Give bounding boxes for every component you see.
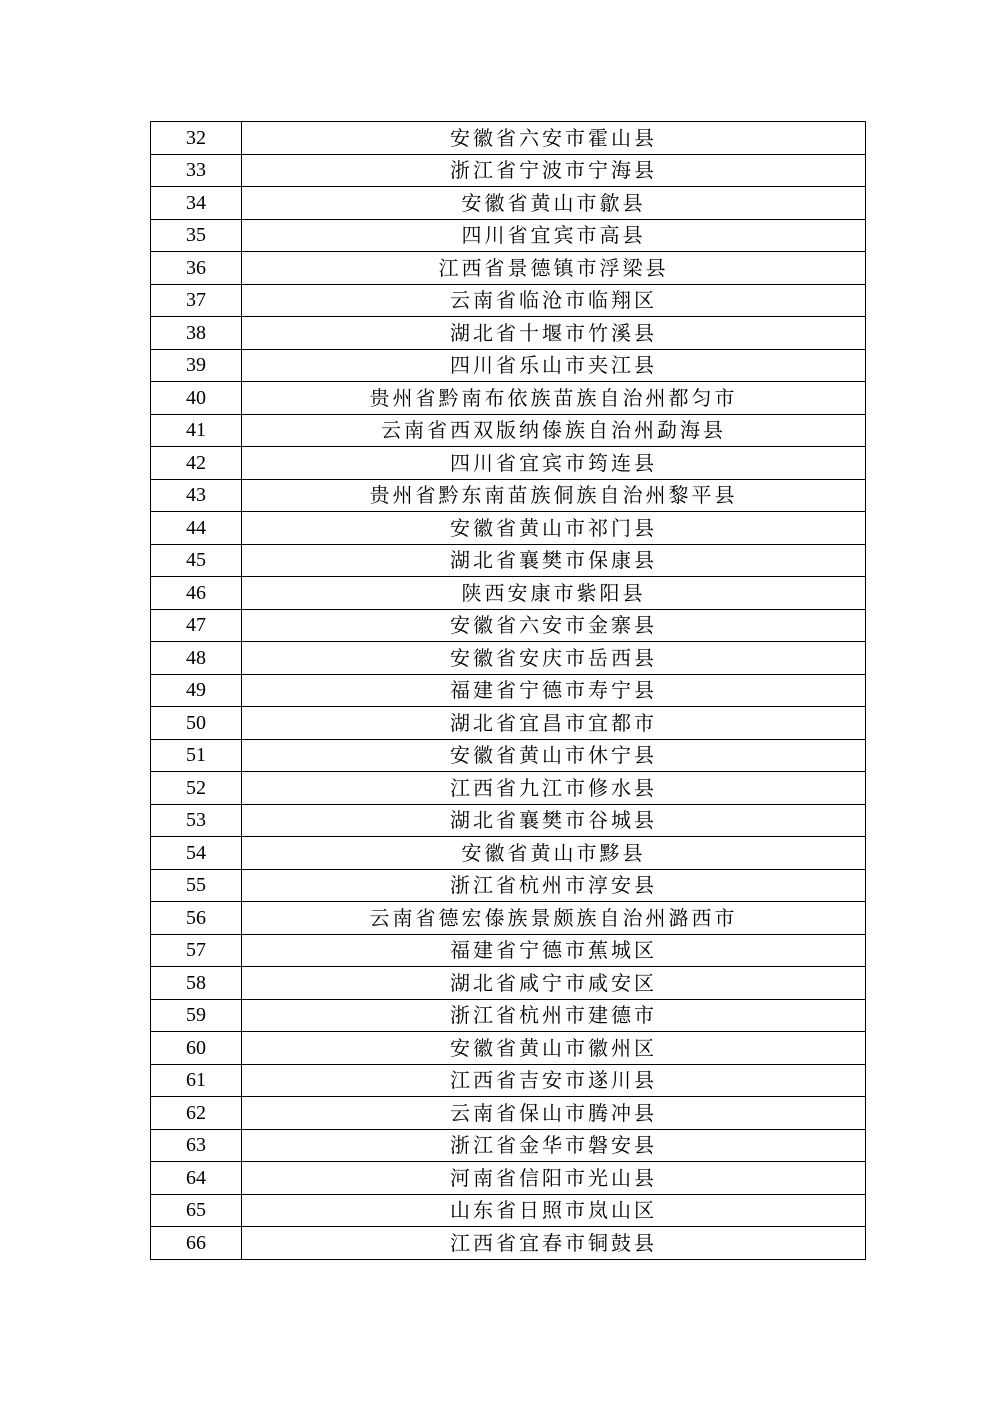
table-row: [151, 967, 866, 1000]
county-list-table: [150, 121, 866, 1260]
row-number: 32: [151, 122, 242, 155]
region-name: 安徽省六安市霍山县: [242, 122, 866, 155]
table-row: [151, 1032, 866, 1065]
region-name: 山东省日照市岚山区: [242, 1194, 866, 1227]
table-row: [151, 317, 866, 350]
row-number: 35: [151, 219, 242, 252]
row-number: 60: [151, 1032, 242, 1065]
region-name: 云南省德宏傣族景颇族自治州潞西市: [242, 902, 866, 935]
row-number: 41: [151, 414, 242, 447]
region-name: 贵州省黔东南苗族侗族自治州黎平县: [242, 479, 866, 512]
region-name: 四川省宜宾市高县: [242, 219, 866, 252]
row-number: 56: [151, 902, 242, 935]
row-number: 57: [151, 934, 242, 967]
table-row: [151, 187, 866, 220]
row-number: 42: [151, 447, 242, 480]
row-number: 46: [151, 577, 242, 610]
table-row: [151, 154, 866, 187]
region-name: 江西省吉安市遂川县: [242, 1064, 866, 1097]
row-number: 59: [151, 999, 242, 1032]
table-row: [151, 609, 866, 642]
table-row: [151, 382, 866, 415]
region-name: 四川省宜宾市筠连县: [242, 447, 866, 480]
region-name: 福建省宁德市蕉城区: [242, 934, 866, 967]
table-row: [151, 479, 866, 512]
row-number: 65: [151, 1194, 242, 1227]
table-row: [151, 252, 866, 285]
region-name: 安徽省黄山市休宁县: [242, 739, 866, 772]
row-number: 36: [151, 252, 242, 285]
row-number: 52: [151, 772, 242, 805]
region-name: 湖北省宜昌市宜都市: [242, 707, 866, 740]
row-number: 37: [151, 284, 242, 317]
row-number: 55: [151, 869, 242, 902]
row-number: 45: [151, 544, 242, 577]
region-name: 云南省保山市腾冲县: [242, 1097, 866, 1130]
row-number: 47: [151, 609, 242, 642]
table-row: [151, 707, 866, 740]
table-row: [151, 674, 866, 707]
table-row: [151, 739, 866, 772]
table-row: [151, 577, 866, 610]
table-row: [151, 902, 866, 935]
row-number: 49: [151, 674, 242, 707]
table-row: [151, 1194, 866, 1227]
region-name: 安徽省六安市金寨县: [242, 609, 866, 642]
row-number: 64: [151, 1162, 242, 1195]
table-row: [151, 1064, 866, 1097]
table-row: [151, 219, 866, 252]
table-body: [151, 122, 866, 1260]
region-name: 云南省临沧市临翔区: [242, 284, 866, 317]
region-name: 安徽省黄山市祁门县: [242, 512, 866, 545]
table-row: [151, 512, 866, 545]
region-name: 贵州省黔南布依族苗族自治州都匀市: [242, 382, 866, 415]
row-number: 51: [151, 739, 242, 772]
region-name: 四川省乐山市夹江县: [242, 349, 866, 382]
row-number: 53: [151, 804, 242, 837]
region-name: 湖北省襄樊市谷城县: [242, 804, 866, 837]
region-name: 江西省景德镇市浮梁县: [242, 252, 866, 285]
table-row: [151, 414, 866, 447]
region-name: 安徽省安庆市岳西县: [242, 642, 866, 675]
row-number: 50: [151, 707, 242, 740]
table-row: [151, 544, 866, 577]
region-name: 云南省西双版纳傣族自治州勐海县: [242, 414, 866, 447]
table-row: [151, 934, 866, 967]
region-name: 浙江省宁波市宁海县: [242, 154, 866, 187]
region-name: 安徽省黄山市黟县: [242, 837, 866, 870]
table-row: [151, 349, 866, 382]
row-number: 54: [151, 837, 242, 870]
row-number: 43: [151, 479, 242, 512]
row-number: 33: [151, 154, 242, 187]
region-name: 浙江省杭州市淳安县: [242, 869, 866, 902]
row-number: 38: [151, 317, 242, 350]
region-name: 浙江省杭州市建德市: [242, 999, 866, 1032]
region-name: 陕西安康市紫阳县: [242, 577, 866, 610]
table-row: [151, 837, 866, 870]
row-number: 44: [151, 512, 242, 545]
row-number: 40: [151, 382, 242, 415]
region-name: 江西省宜春市铜鼓县: [242, 1227, 866, 1260]
region-name: 福建省宁德市寿宁县: [242, 674, 866, 707]
row-number: 48: [151, 642, 242, 675]
table-row: [151, 1097, 866, 1130]
region-name: 浙江省金华市磐安县: [242, 1129, 866, 1162]
table-row: [151, 869, 866, 902]
table-row: [151, 999, 866, 1032]
table-row: [151, 122, 866, 155]
table-row: [151, 284, 866, 317]
region-name: 江西省九江市修水县: [242, 772, 866, 805]
table-row: [151, 1227, 866, 1260]
table-row: [151, 447, 866, 480]
row-number: 61: [151, 1064, 242, 1097]
table-row: [151, 772, 866, 805]
region-name: 河南省信阳市光山县: [242, 1162, 866, 1195]
table-row: [151, 1129, 866, 1162]
region-name: 湖北省咸宁市咸安区: [242, 967, 866, 1000]
region-name: 安徽省黄山市徽州区: [242, 1032, 866, 1065]
table-row: [151, 804, 866, 837]
row-number: 63: [151, 1129, 242, 1162]
region-name: 湖北省襄樊市保康县: [242, 544, 866, 577]
region-name: 湖北省十堰市竹溪县: [242, 317, 866, 350]
row-number: 34: [151, 187, 242, 220]
row-number: 39: [151, 349, 242, 382]
table-row: [151, 642, 866, 675]
row-number: 62: [151, 1097, 242, 1130]
row-number: 58: [151, 967, 242, 1000]
table-row: [151, 1162, 866, 1195]
region-name: 安徽省黄山市歙县: [242, 187, 866, 220]
row-number: 66: [151, 1227, 242, 1260]
